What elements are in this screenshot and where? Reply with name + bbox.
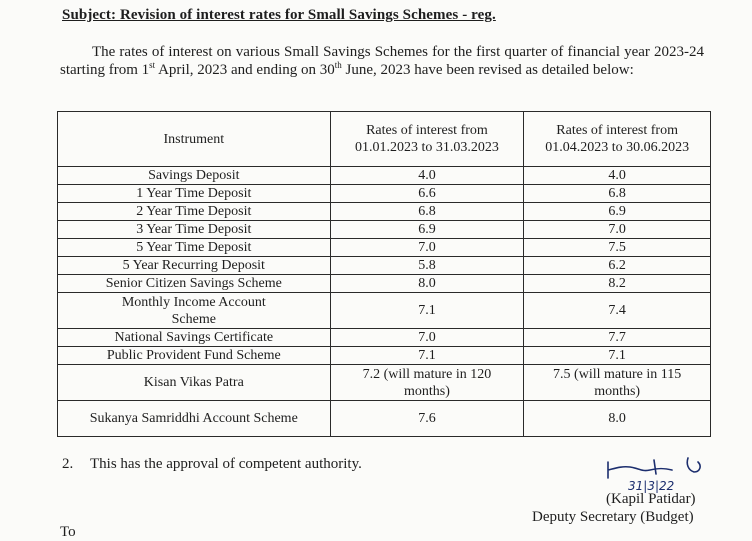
old-rate-cell: 8.0 bbox=[330, 275, 524, 293]
subject-line: Subject: Revision of interest rates for Small Savings Schemes - reg. bbox=[62, 7, 496, 23]
new-rate-cell: 6.2 bbox=[524, 257, 711, 275]
signatory-name: (Kapil Patidar) bbox=[606, 491, 696, 507]
new-rate-cell: 7.5 bbox=[524, 239, 711, 257]
table-row bbox=[58, 203, 711, 221]
table-row bbox=[58, 275, 711, 293]
header-instrument: Instrument bbox=[58, 112, 331, 167]
new-rate-cell: 7.4 bbox=[524, 293, 711, 329]
table-row bbox=[58, 401, 711, 437]
approval-note bbox=[62, 456, 362, 473]
new-rate-cell: 7.1 bbox=[524, 347, 711, 365]
table-row bbox=[58, 329, 711, 347]
new-rate-cell: 7.5 (will mature in 115 months) bbox=[524, 365, 711, 401]
old-rate-cell: 5.8 bbox=[330, 257, 524, 275]
table-row bbox=[58, 239, 711, 257]
old-rate-cell: 7.6 bbox=[330, 401, 524, 437]
signature-date: 31|3|22 bbox=[628, 479, 675, 493]
signatory-designation: Deputy Secretary (Budget) bbox=[532, 509, 694, 525]
new-rate-cell: 6.8 bbox=[524, 185, 711, 203]
old-rate-cell: 7.2 (will mature in 120 months) bbox=[330, 365, 524, 401]
table-row bbox=[58, 347, 711, 365]
table-row bbox=[58, 185, 711, 203]
table-row bbox=[58, 167, 711, 185]
new-rate-cell: 6.9 bbox=[524, 203, 711, 221]
table-header-row bbox=[58, 112, 711, 167]
table-row bbox=[58, 221, 711, 239]
table-row bbox=[58, 365, 711, 401]
instrument-cell: 1 Year Time Deposit bbox=[58, 185, 331, 203]
old-rate-cell: 7.1 bbox=[330, 347, 524, 365]
approval-text: This has the approval of competent authority. bbox=[90, 456, 362, 472]
table-row bbox=[58, 257, 711, 275]
instrument-cell: 3 Year Time Deposit bbox=[58, 221, 331, 239]
instrument-cell: Senior Citizen Savings Scheme bbox=[58, 275, 331, 293]
old-rate-cell: 6.6 bbox=[330, 185, 524, 203]
new-rate-cell: 7.0 bbox=[524, 221, 711, 239]
header-rate-q4: Rates of interest from 01.01.2023 to 31.03.2023 bbox=[330, 112, 524, 167]
instrument-cell: Monthly Income Account Scheme bbox=[58, 293, 331, 329]
interest-rates-table bbox=[57, 111, 711, 437]
instrument-cell: Kisan Vikas Patra bbox=[58, 365, 331, 401]
new-rate-cell: 8.2 bbox=[524, 275, 711, 293]
new-rate-cell: 4.0 bbox=[524, 167, 711, 185]
old-rate-cell: 7.1 bbox=[330, 293, 524, 329]
table-row bbox=[58, 293, 711, 329]
instrument-cell: 2 Year Time Deposit bbox=[58, 203, 331, 221]
new-rate-cell: 8.0 bbox=[524, 401, 711, 437]
addressee-label: To bbox=[60, 524, 76, 540]
intro-paragraph: The rates of interest on various Small Savings Schemes for the first quarter of financial year 2023-24 starting from 1st April, 2023 and ending on 30th June, 2023 have been revised as detailed below: bbox=[60, 44, 704, 78]
instrument-cell: National Savings Certificate bbox=[58, 329, 331, 347]
old-rate-cell: 4.0 bbox=[330, 167, 524, 185]
old-rate-cell: 6.8 bbox=[330, 203, 524, 221]
instrument-cell: Sukanya Samriddhi Account Scheme bbox=[58, 401, 331, 437]
instrument-cell: 5 Year Recurring Deposit bbox=[58, 257, 331, 275]
instrument-cell: 5 Year Time Deposit bbox=[58, 239, 331, 257]
old-rate-cell: 6.9 bbox=[330, 221, 524, 239]
header-rate-q1: Rates of interest from 01.04.2023 to 30.06.2023 bbox=[524, 112, 711, 167]
paragraph-number: 2. bbox=[62, 456, 74, 472]
instrument-cell: Public Provident Fund Scheme bbox=[58, 347, 331, 365]
old-rate-cell: 7.0 bbox=[330, 239, 524, 257]
instrument-cell: Savings Deposit bbox=[58, 167, 331, 185]
new-rate-cell: 7.7 bbox=[524, 329, 711, 347]
old-rate-cell: 7.0 bbox=[330, 329, 524, 347]
